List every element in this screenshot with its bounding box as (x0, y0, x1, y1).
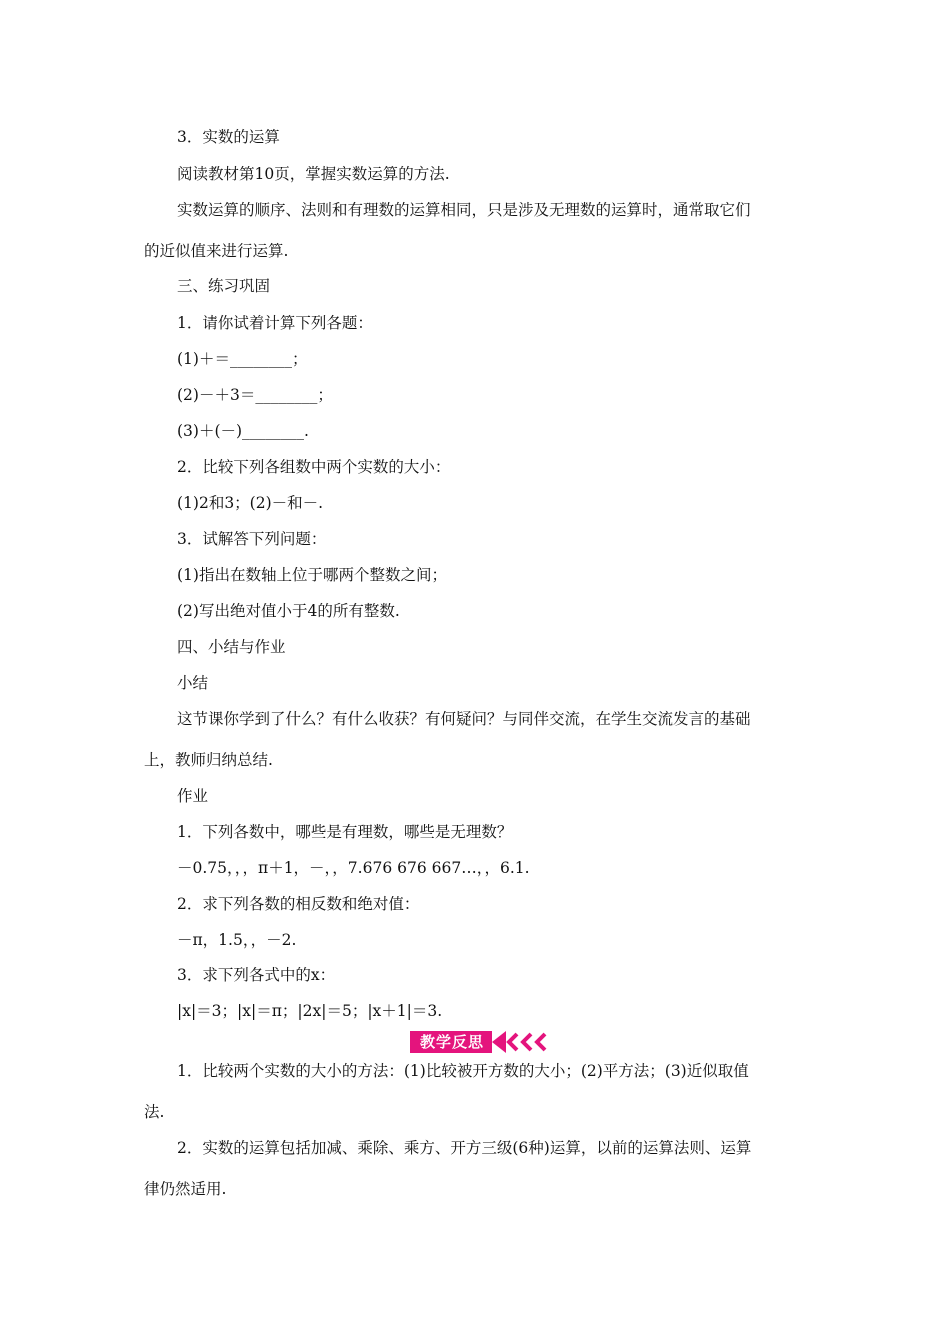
chevron-left-icon (534, 1031, 548, 1053)
homework-item: 1．下列各数中，哪些是有理数，哪些是无理数？ (177, 823, 513, 841)
exercise-item: (1)2和3；(2)－和－. (177, 494, 324, 512)
exercise-item: 3．试解答下列问题： (177, 530, 327, 548)
reflection-item: 1．比较两个实数的大小的方法：(1)比较被开方数的大小；(2)平方法；(3)近似取值 (177, 1062, 749, 1080)
paragraph-line: 阅读教材第10页，掌握实数运算的方法. (177, 165, 450, 183)
section-heading-summary-homework: 四、小结与作业 (177, 638, 286, 656)
homework-item: －0.75，，，π＋1，－，，7.676 676 667…，，6.1. (177, 859, 530, 877)
teaching-reflection-banner (410, 1030, 548, 1054)
exercise-item: 1．请你试着计算下列各题： (177, 314, 373, 332)
chevron-left-icon (506, 1031, 520, 1053)
exercise-item: (3)＋(－)________. (177, 422, 309, 440)
paragraph-line: 这节课你学到了什么？有什么收获？有何疑问？与同伴交流，在学生交流发言的基础 (177, 710, 751, 728)
subheading-homework: 作业 (177, 787, 209, 805)
banner-label: 教学反思 (410, 1031, 492, 1053)
paragraph-line: 实数运算的顺序、法则和有理数的运算相同，只是涉及无理数的运算时，通常取它们 (177, 201, 751, 219)
reflection-item: 法. (144, 1103, 165, 1121)
subheading-summary: 小结 (177, 674, 209, 692)
chevron-left-icon (520, 1031, 534, 1053)
chevron-left-icon (492, 1031, 506, 1053)
reflection-item: 2．实数的运算包括加减、乘除、乘方、开方三级(6种)运算，以前的运算法则、运算 (177, 1139, 752, 1157)
exercise-item: (1)指出在数轴上位于哪两个整数之间； (177, 566, 447, 584)
homework-item: |x|＝3；|x|＝π；|2x|＝5；|x＋1|＝3. (177, 1002, 443, 1020)
exercise-item: (2)－＋3＝________； (177, 386, 333, 404)
reflection-item: 律仍然适用. (144, 1180, 227, 1198)
paragraph-line: 上，教师归纳总结. (144, 751, 273, 769)
homework-item: 3．求下列各式中的x： (177, 966, 336, 984)
homework-item: 2．求下列各数的相反数和绝对值： (177, 895, 420, 913)
section-heading-practice: 三、练习巩固 (177, 277, 271, 295)
section-heading-real-number-operations: 3．实数的运算 (177, 128, 280, 146)
paragraph-line: 的近似值来进行运算. (144, 242, 289, 260)
homework-item: －π，1.5，，－2. (177, 931, 297, 949)
exercise-item: (2)写出绝对值小于4的所有整数. (177, 602, 400, 620)
exercise-item: (1)＋＝________； (177, 350, 308, 368)
exercise-item: 2．比较下列各组数中两个实数的大小： (177, 458, 451, 476)
